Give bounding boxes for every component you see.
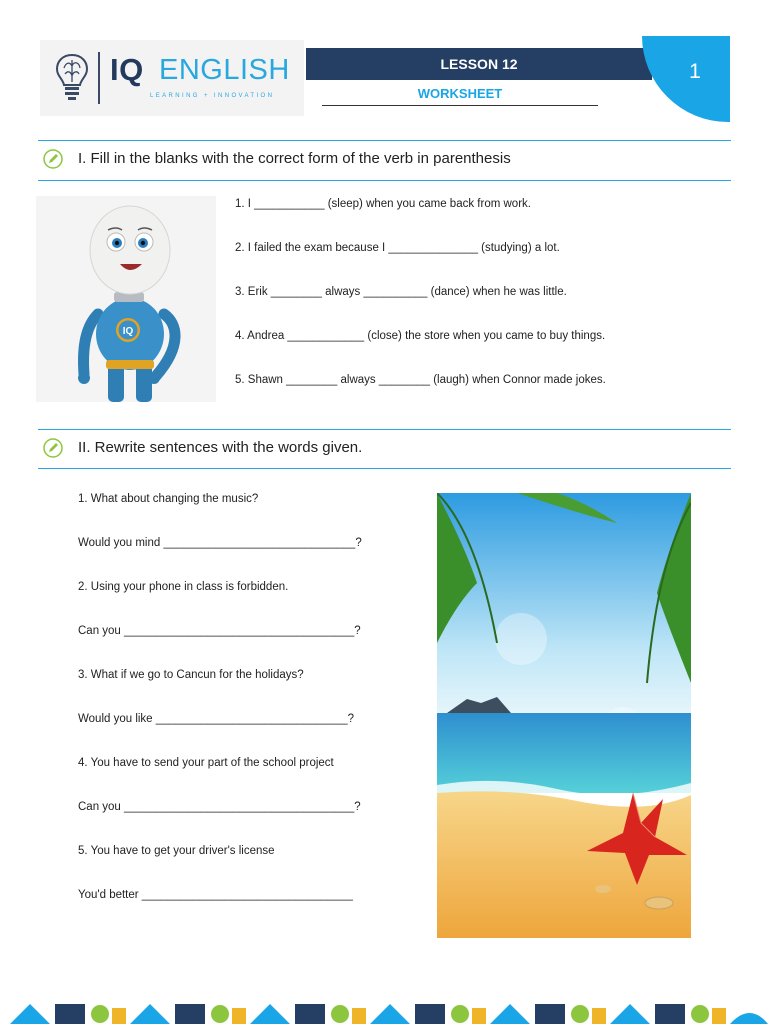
beach-image xyxy=(437,493,691,938)
logo-tagline: LEARNING + INNOVATION xyxy=(150,93,275,99)
pencil-icon xyxy=(43,149,63,169)
exercise2-item-5: 5. You have to get your driver's license xyxy=(78,845,275,857)
exercise2-item-2: 2. Using your phone in class is forbidden. xyxy=(78,581,289,593)
lesson-banner: LESSON 12 xyxy=(306,48,652,80)
exercise1-item-3: 3. Erik ________ always __________ (dance) when he was little. xyxy=(235,286,567,298)
exercise2-item-3: 3. What if we go to Cancun for the holidays? xyxy=(78,669,304,681)
logo-english-text: ENGLISH xyxy=(159,54,290,86)
mascot-image xyxy=(36,196,216,402)
exercise1-item-1: 1. I ___________ (sleep) when you came back from work. xyxy=(235,198,531,210)
exercise1-item-2: 2. I failed the exam because I ______________ (studying) a lot. xyxy=(235,242,560,254)
pencil-icon xyxy=(43,438,63,458)
worksheet-underline xyxy=(322,105,598,106)
footer-pattern xyxy=(0,996,768,1024)
section2-title: II. Rewrite sentences with the words given. xyxy=(78,439,363,456)
section1-bottom-rule xyxy=(38,180,731,181)
logo xyxy=(40,40,304,116)
exercise2-answer-5: You'd better _________________________________ xyxy=(78,889,353,901)
section2-top-rule xyxy=(38,429,731,430)
exercise2-answer-4: Can you ____________________________________? xyxy=(78,801,361,813)
exercise1-item-5: 5. Shawn ________ always ________ (laugh) when Connor made jokes. xyxy=(235,374,606,386)
logo-divider xyxy=(98,52,100,104)
worksheet-label: WORKSHEET xyxy=(417,86,503,101)
exercise2-item-1: 1. What about changing the music? xyxy=(78,493,259,505)
brain-bulb-icon xyxy=(54,52,90,102)
page-number: 1 xyxy=(689,60,701,83)
section2-bottom-rule xyxy=(38,468,731,469)
section1-title: I. Fill in the blanks with the correct form of the verb in parenthesis xyxy=(78,150,511,167)
section1-top-rule xyxy=(38,140,731,141)
exercise1-item-4: 4. Andrea ____________ (close) the store when you came to buy things. xyxy=(235,330,606,342)
exercise2-answer-2: Can you ____________________________________? xyxy=(78,625,361,637)
exercise2-answer-1: Would you mind ______________________________? xyxy=(78,537,362,549)
mascot-badge: IQ xyxy=(122,326,134,337)
exercise2-item-4: 4. You have to send your part of the school project xyxy=(78,757,334,769)
exercise2-answer-3: Would you like ______________________________? xyxy=(78,713,355,725)
logo-iq-text: IQ xyxy=(110,52,144,87)
